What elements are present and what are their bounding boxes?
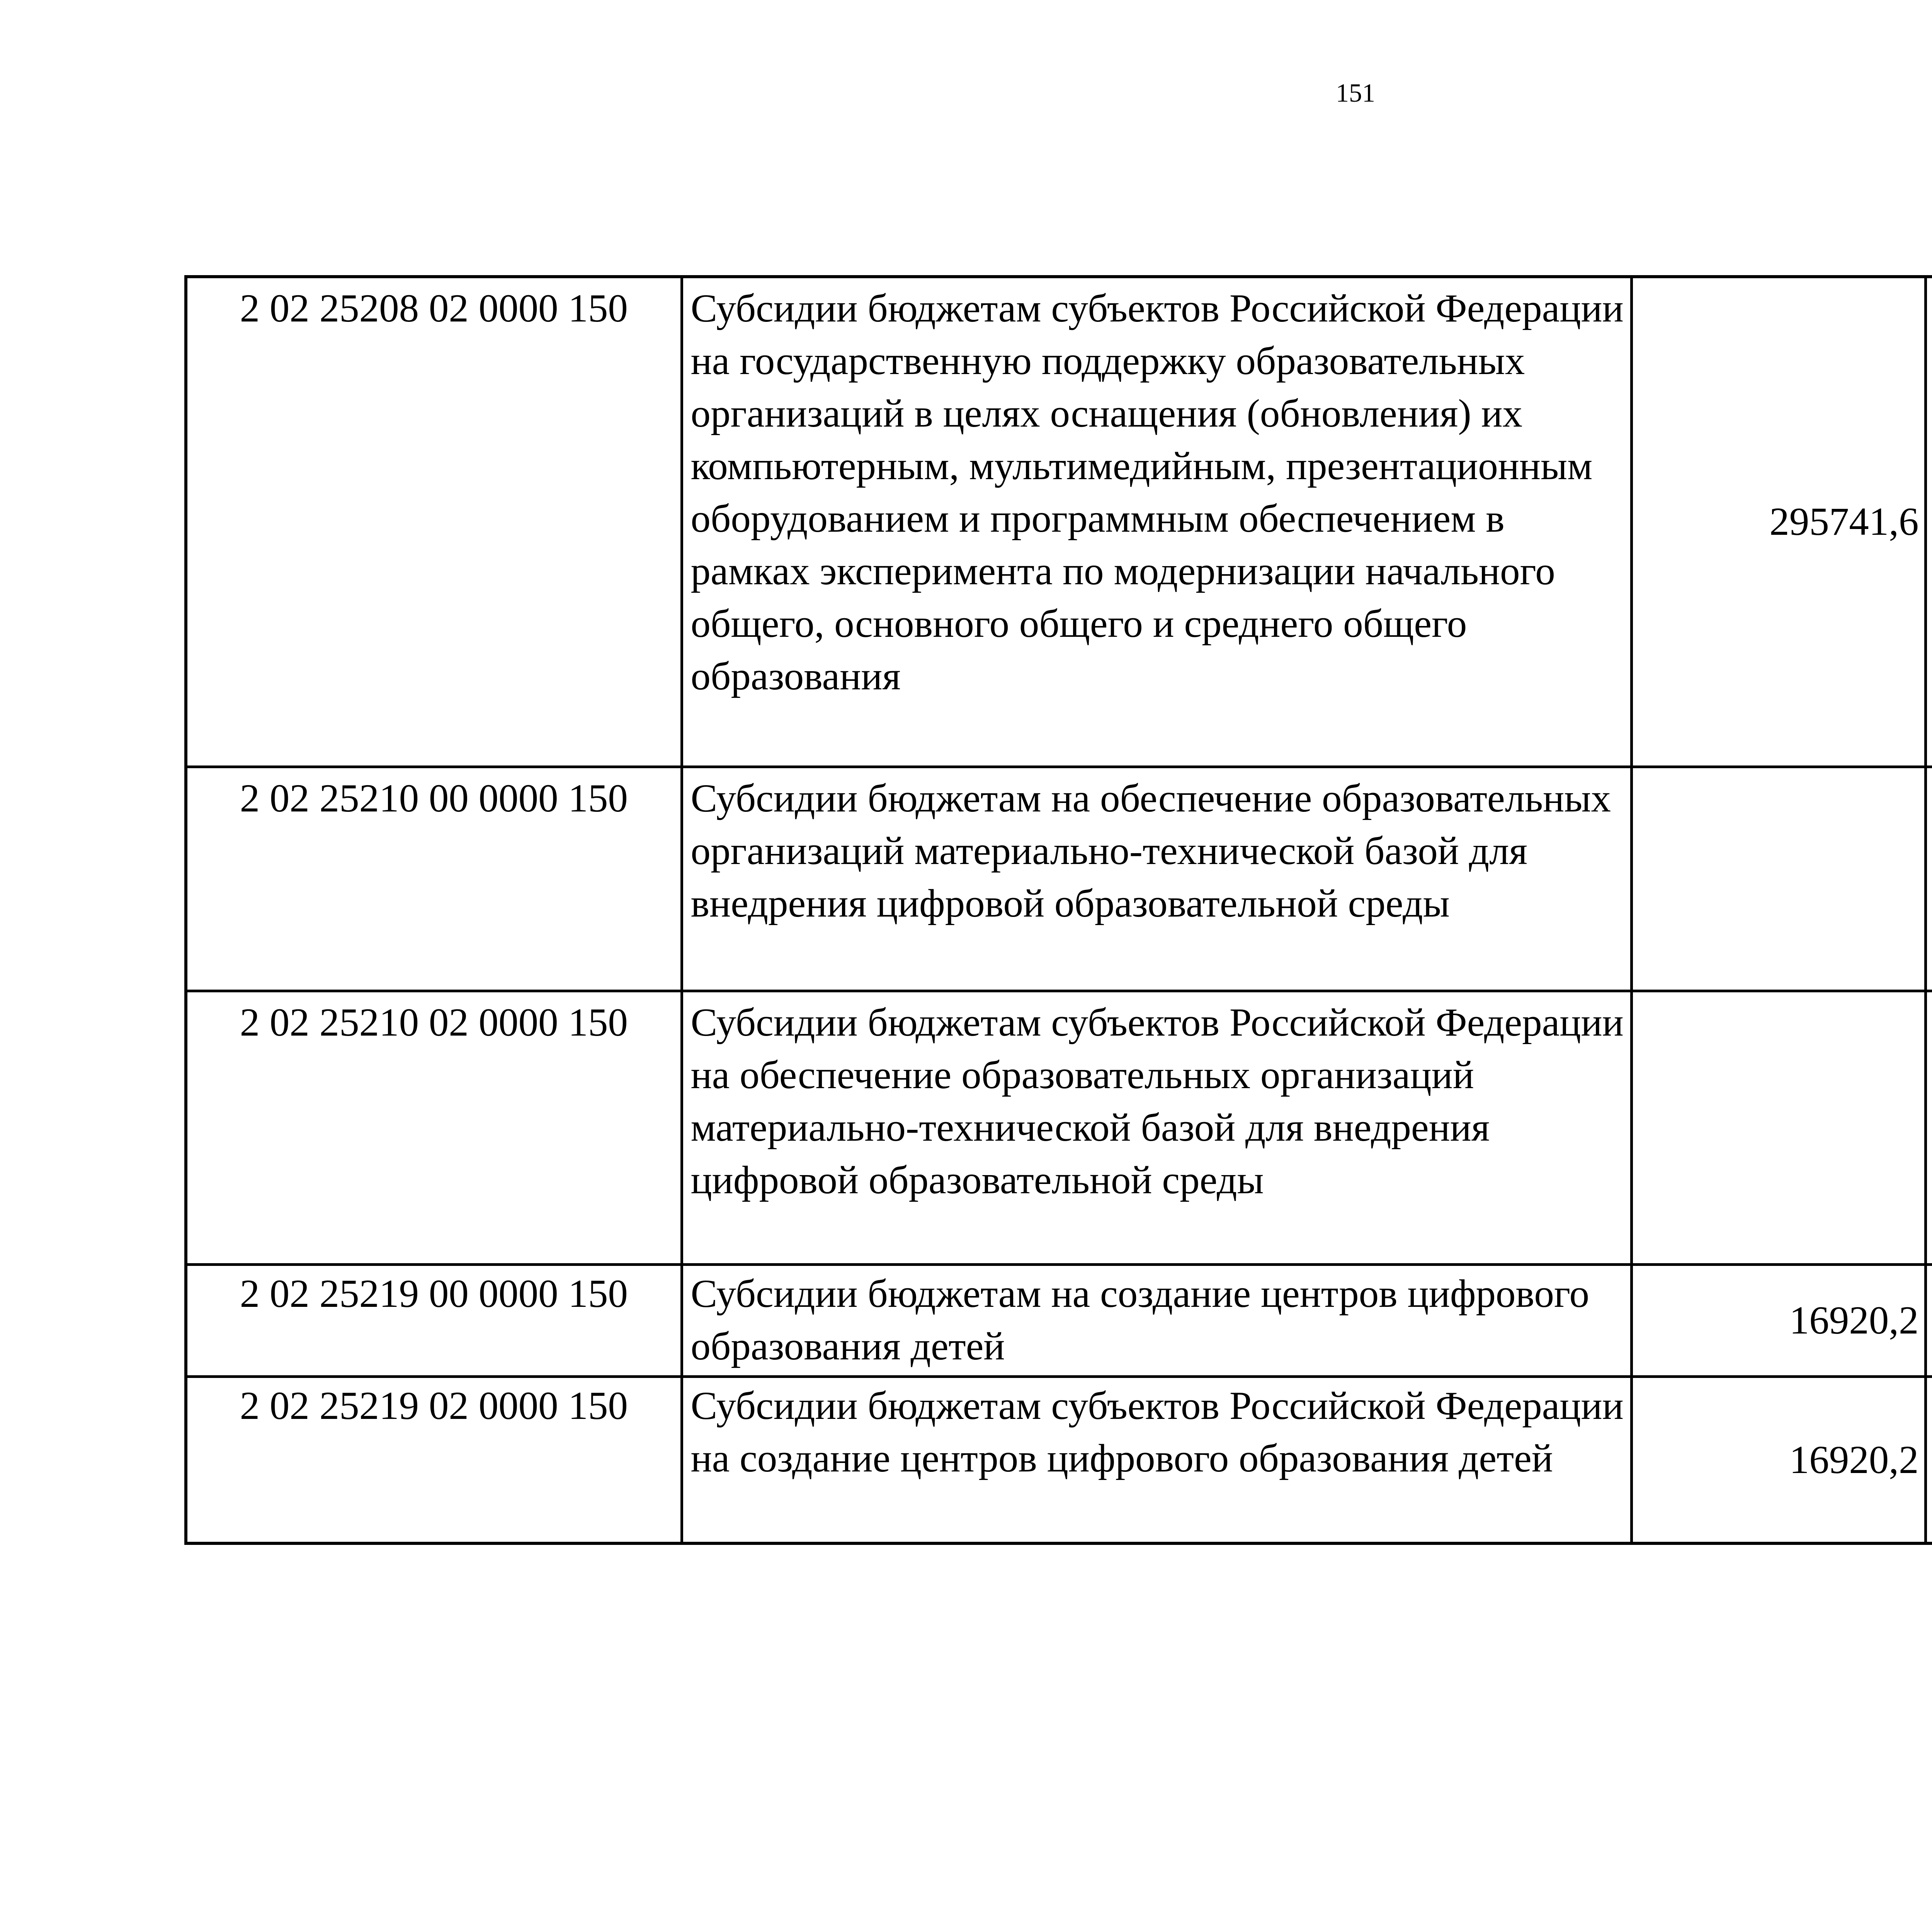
amount-cell-year-2 <box>1925 277 1932 767</box>
revenue-name-cell: Субсидии бюджетам субъектов Российской Федерации на создание центров цифрового образования детей <box>682 1376 1631 1543</box>
table-row <box>186 991 1932 1264</box>
budget-revenue-table <box>184 275 1932 1545</box>
amount-cell-year-1 <box>1631 767 1925 991</box>
table-row <box>186 1264 1932 1376</box>
amount-cell-year-2 <box>1925 1264 1932 1376</box>
budget-code-cell: 2 02 25219 02 0000 150 <box>186 1376 682 1543</box>
revenue-name-cell: Субсидии бюджетам субъектов Российской Федерации на обеспечение образовательных организаций материально-технической базой для внедрения цифровой образовательной среды <box>682 991 1631 1264</box>
table-row <box>186 767 1932 991</box>
amount-cell-year-1: 16920,2 <box>1631 1264 1925 1376</box>
revenue-name-cell: Субсидии бюджетам на обеспечение образовательных организаций материально-технической базой для внедрения цифровой образовательной среды <box>682 767 1631 991</box>
revenue-name-cell: Субсидии бюджетам на создание центров цифрового образования детей <box>682 1264 1631 1376</box>
budget-code-cell: 2 02 25208 02 0000 150 <box>186 277 682 767</box>
budget-code-cell: 2 02 25219 00 0000 150 <box>186 1264 682 1376</box>
budget-code-cell: 2 02 25210 00 0000 150 <box>186 767 682 991</box>
table-row <box>186 1376 1932 1543</box>
amount-cell-year-1 <box>1631 991 1925 1264</box>
revenue-name-cell: Субсидии бюджетам субъектов Российской Федерации на государственную поддержку образовательных организаций в целях оснащения (обновления) их компьютерным, мультимедийным, презентационным оборудованием и программным обеспечением в рамках эксперимента по модернизации начального общего, основного общего и среднего общего образования <box>682 277 1631 767</box>
amount-cell-year-2 <box>1925 991 1932 1264</box>
amount-cell-year-2 <box>1925 1376 1932 1543</box>
budget-code-cell: 2 02 25210 02 0000 150 <box>186 991 682 1264</box>
table-row <box>186 277 1932 767</box>
amount-cell-year-1: 295741,6 <box>1631 277 1925 767</box>
amount-cell-year-1: 16920,2 <box>1631 1376 1925 1543</box>
page-number: 151 <box>1336 78 1375 107</box>
amount-cell-year-2 <box>1925 767 1932 991</box>
